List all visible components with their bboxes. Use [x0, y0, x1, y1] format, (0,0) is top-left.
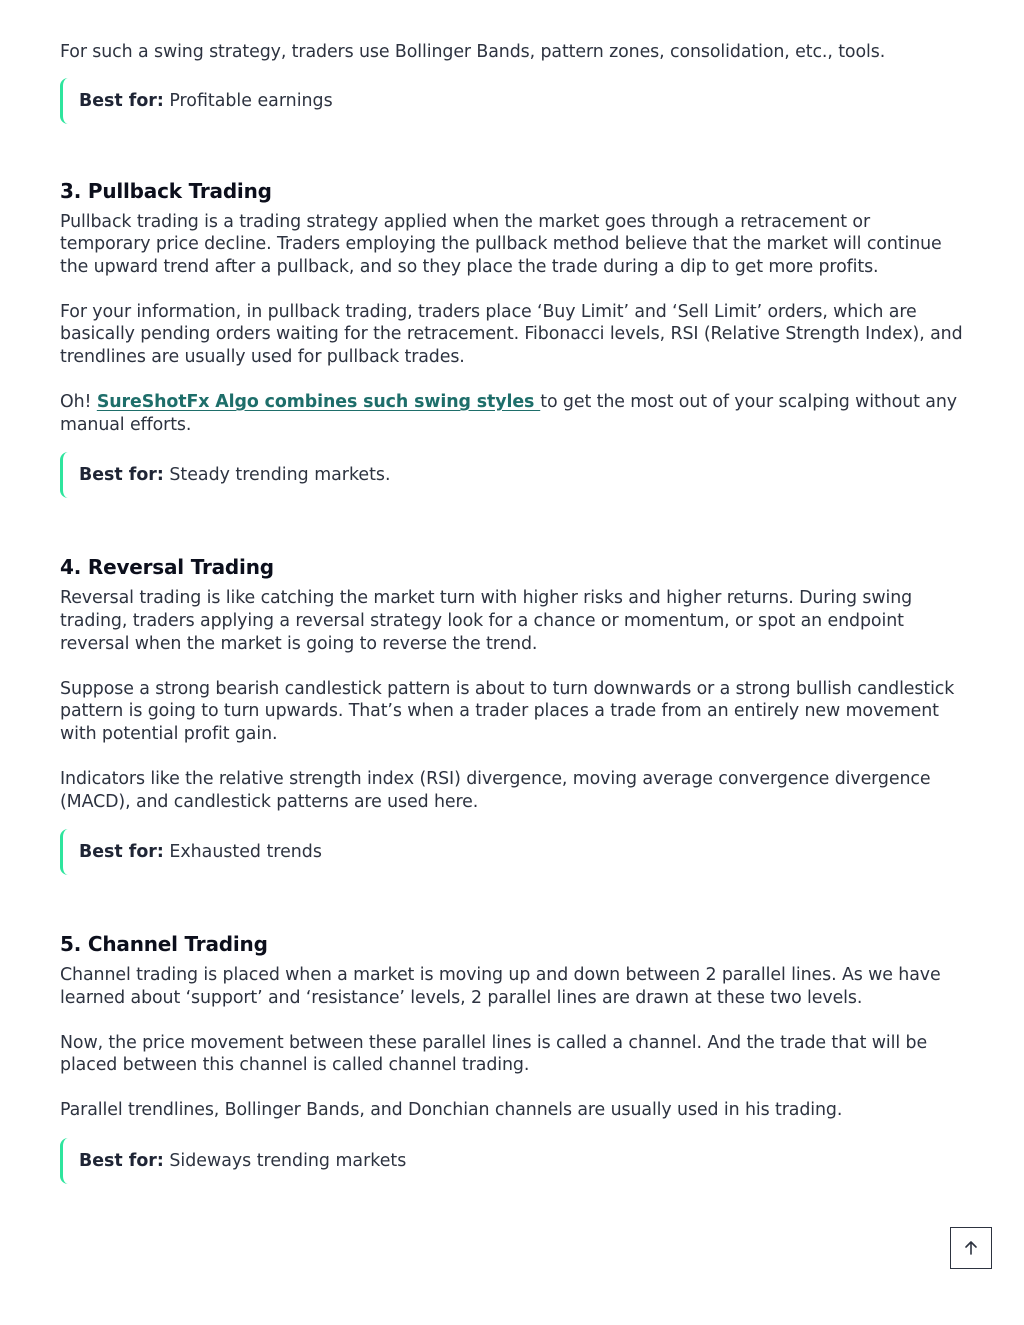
best-for-label: Best for:: [79, 90, 164, 111]
best-for-label: Best for:: [79, 465, 164, 486]
callout-accent-bar: [60, 78, 68, 124]
callout-accent-bar: [60, 452, 68, 498]
sureshotfx-algo-link[interactable]: SureShotFx Algo combines such swing styles: [96, 392, 541, 413]
best-for-callout-4: [60, 1138, 965, 1184]
best-for-value: Steady trending markets.: [169, 465, 391, 486]
channel-paragraph-3: Parallel trendlines, Bollinger Bands, and Donchian channels are usually used in his trading.: [60, 1100, 843, 1121]
arrow-up-icon: [962, 1239, 980, 1257]
callout-accent-bar: [60, 1138, 68, 1184]
pullback-paragraph-2: For your information, in pullback trading, traders place ‘Buy Limit’ and ‘Sell Limit’ orders, which are basically pending orders waiting for the retracement. Fibonacci levels, RSI (Relative Strength Index), and trendlines are usually used for pullback trades.: [60, 301, 963, 368]
channel-paragraph-1: Channel trading is placed when a market is moving up and down between 2 parallel lines. As we have learned about ‘support’ and ‘resistance’ levels, 2 parallel lines are drawn at these two levels.: [60, 965, 941, 1008]
callout-accent-bar: [60, 829, 68, 875]
callout-text: [79, 842, 322, 862]
article-body: [60, 41, 965, 1184]
back-to-top-button[interactable]: [950, 1227, 992, 1269]
reversal-paragraph-1: Reversal trading is like catching the market turn with higher risks and higher returns. During swing trading, traders applying a reversal strategy look for a chance or momentum, or spot an endpoint reversal when the market is going to reverse the trend.: [60, 588, 913, 654]
best-for-value: Sideways trending markets: [169, 1151, 407, 1172]
best-for-value: Profitable earnings: [169, 90, 333, 111]
best-for-value: Exhausted trends: [169, 842, 322, 863]
best-for-label: Best for:: [79, 1151, 164, 1172]
section-heading-pullback: 3. Pullback Trading: [60, 178, 272, 203]
best-for-label: Best for:: [79, 842, 164, 863]
pullback-paragraph-3: [60, 391, 965, 436]
channel-paragraph-2: Now, the price movement between these parallel lines is called a channel. And the trade that will be placed between this channel is called channel trading.: [60, 1032, 928, 1076]
reversal-paragraph-2: Suppose a strong bearish candlestick pattern is about to turn downwards or a strong bullish candlestick pattern is going to turn upwards. That’s when a trader places a trade from an entirely new movement with potential profit gain.: [60, 678, 955, 744]
section-heading-reversal: 4. Reversal Trading: [60, 555, 274, 580]
pullback-paragraph-1: Pullback trading is a trading strategy applied when the market goes through a retracement or temporary price decline. Traders employing the pullback method believe that the market will continue the upward trend after a pullback, and so they place the trade during a dip to get more profits.: [60, 211, 942, 277]
best-for-callout-2: [60, 452, 965, 498]
section-heading-channel: 5. Channel Trading: [60, 932, 268, 957]
intro-paragraph: For such a swing strategy, traders use Bollinger Bands, pattern zones, consolidation, etc., tools.: [60, 42, 886, 62]
callout-text: [79, 465, 391, 485]
pullback-paragraph-3-suffix: to get the most out of your scalping without any manual efforts.: [60, 392, 957, 435]
callout-text: [79, 1151, 406, 1171]
pullback-paragraph-3-prefix: Oh!: [60, 392, 97, 413]
reversal-paragraph-3: Indicators like the relative strength index (RSI) divergence, moving average convergence divergence (MACD), and candlestick patterns are used here.: [60, 768, 931, 812]
best-for-callout-3: [60, 829, 965, 875]
best-for-callout-1: [60, 78, 965, 124]
callout-text: [79, 91, 333, 111]
